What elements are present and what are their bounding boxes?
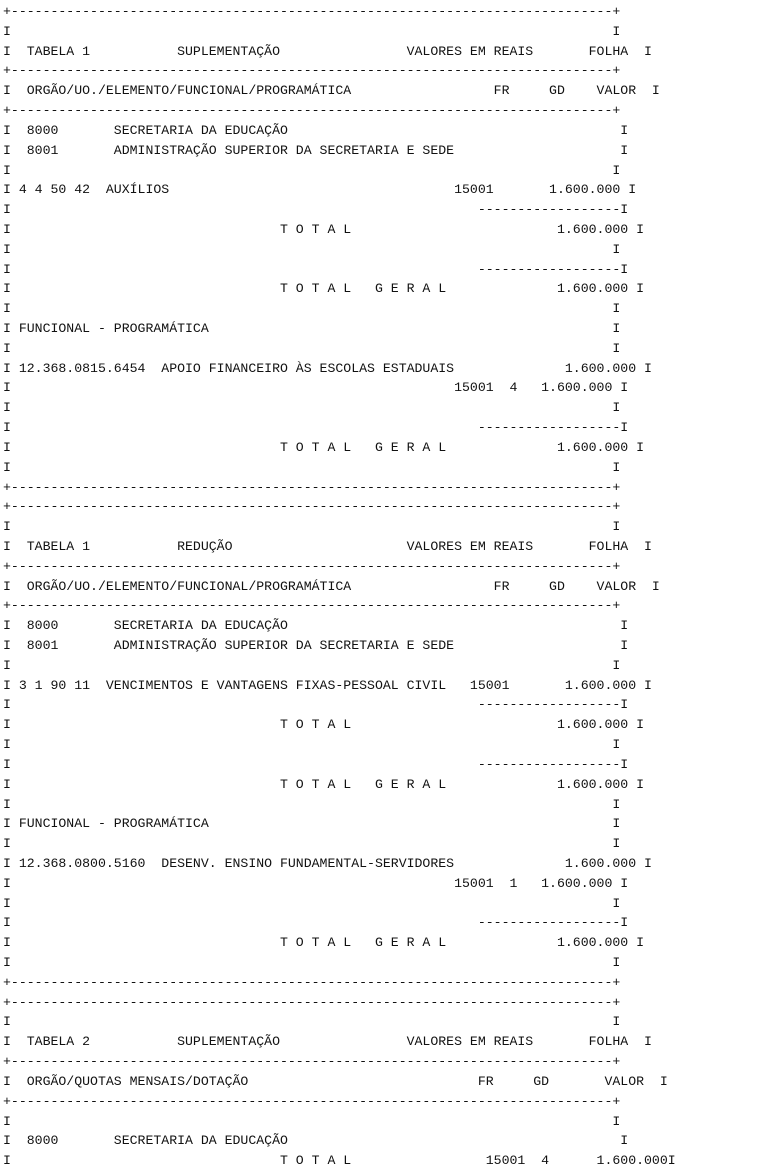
report-line: I TABELA 2 SUPLEMENTAÇÃO VALORES EM REAIS FOLHA I <box>3 1034 652 1050</box>
report-line: I 8001 ADMINISTRAÇÃO SUPERIOR DA SECRETARIA E SEDE I <box>3 638 629 653</box>
report-line: I ------------------I <box>3 420 629 436</box>
report-line: I 12.368.0800.5160 DESENV. ENSINO FUNDAMENTAL-SERVIDORES 1.600.000 I <box>3 855 652 871</box>
report-line: I I <box>3 23 621 39</box>
report-line: +----------------------------------------------------------------------------+ <box>3 63 621 79</box>
report-line: I ------------------I <box>3 261 629 277</box>
report-line: +----------------------------------------------------------------------------+ <box>3 598 621 614</box>
report-line: +----------------------------------------------------------------------------+ <box>3 1054 621 1070</box>
report-line: I I <box>3 737 621 753</box>
report-line: I I <box>3 301 621 317</box>
report-line: I TABELA 1 SUPLEMENTAÇÃO VALORES EM REAIS FOLHA I <box>3 43 652 59</box>
report-line: I T O T A L G E R A L 1.600.000 I <box>3 281 645 297</box>
report-line: I I <box>3 955 621 970</box>
report-line: +----------------------------------------------------------------------------+ <box>3 974 621 990</box>
report-line: I T O T A L G E R A L 1.600.000 I <box>3 776 645 792</box>
report-line: I T O T A L 15001 4 1.600.000I <box>3 1153 676 1169</box>
report-line: I 3 1 90 11 VENCIMENTOS E VANTAGENS FIXAS-PESSOAL CIVIL 15001 1.600.000 I <box>3 677 652 693</box>
report-line: +----------------------------------------------------------------------------+ <box>3 103 621 119</box>
report-line: +----------------------------------------------------------------------------+ <box>3 558 621 574</box>
report-line: I I <box>3 340 621 356</box>
report-line: I I <box>3 796 621 812</box>
report-line: I FUNCIONAL - PROGRAMÁTICA I <box>3 321 621 336</box>
report-line: I T O T A L 1.600.000 I <box>3 717 645 733</box>
report-line: I I <box>3 162 621 178</box>
report-line: I I <box>3 459 621 475</box>
report-line: I I <box>3 400 621 416</box>
report-line: I 8000 SECRETARIA DA EDUCAÇÃO I <box>3 122 629 138</box>
report-line: I I <box>3 836 621 852</box>
report-line: I T O T A L 1.600.000 I <box>3 221 645 237</box>
report-line: I ------------------I <box>3 756 629 772</box>
report-line: I I <box>3 895 621 911</box>
report-line: I 15001 4 1.600.000 I <box>3 380 629 396</box>
report-line: I 8000 SECRETARIA DA EDUCAÇÃO I <box>3 1133 629 1149</box>
report-line: I 4 4 50 42 AUXÍLIOS 15001 1.600.000 I <box>3 182 637 198</box>
report-line: I I <box>3 1014 621 1030</box>
report-line: I FUNCIONAL - PROGRAMÁTICA I <box>3 816 621 832</box>
report-line: I ------------------I <box>3 202 629 218</box>
report-line: +----------------------------------------------------------------------------+ <box>3 1093 621 1109</box>
budget-report-text <box>3 2 676 1171</box>
report-line: I TABELA 1 REDUÇÃO VALORES EM REAIS FOLHA I <box>3 538 652 554</box>
report-line: I I <box>3 241 621 257</box>
report-line: I ORGÃO/QUOTAS MENSAIS/DOTAÇÃO FR GD VALOR I <box>3 1073 668 1089</box>
report-line: I I <box>3 657 621 673</box>
report-line: I I <box>3 1113 621 1129</box>
report-line: I ------------------I <box>3 915 629 931</box>
report-line: I 12.368.0815.6454 APOIO FINANCEIRO ÀS ESCOLAS ESTADUAIS 1.600.000 I <box>3 360 652 376</box>
report-line: +----------------------------------------------------------------------------+ <box>3 4 621 19</box>
report-line: I T O T A L G E R A L 1.600.000 I <box>3 935 645 951</box>
report-line: +----------------------------------------------------------------------------+ <box>3 479 621 495</box>
report-line: I ORGÃO/UO./ELEMENTO/FUNCIONAL/PROGRAMÁTICA FR GD VALOR I <box>3 83 660 99</box>
report-line: I I <box>3 519 621 535</box>
report-line: I 15001 1 1.600.000 I <box>3 875 629 891</box>
report-line: I 8000 SECRETARIA DA EDUCAÇÃO I <box>3 618 629 634</box>
report-line: I T O T A L G E R A L 1.600.000 I <box>3 439 645 455</box>
report-line: I ORGÃO/UO./ELEMENTO/FUNCIONAL/PROGRAMÁTICA FR GD VALOR I <box>3 578 660 594</box>
report-line: +----------------------------------------------------------------------------+ <box>3 499 621 515</box>
report-line: I 8001 ADMINISTRAÇÃO SUPERIOR DA SECRETARIA E SEDE I <box>3 142 629 158</box>
report-line: +----------------------------------------------------------------------------+ <box>3 994 621 1010</box>
report-line: I ------------------I <box>3 697 629 713</box>
